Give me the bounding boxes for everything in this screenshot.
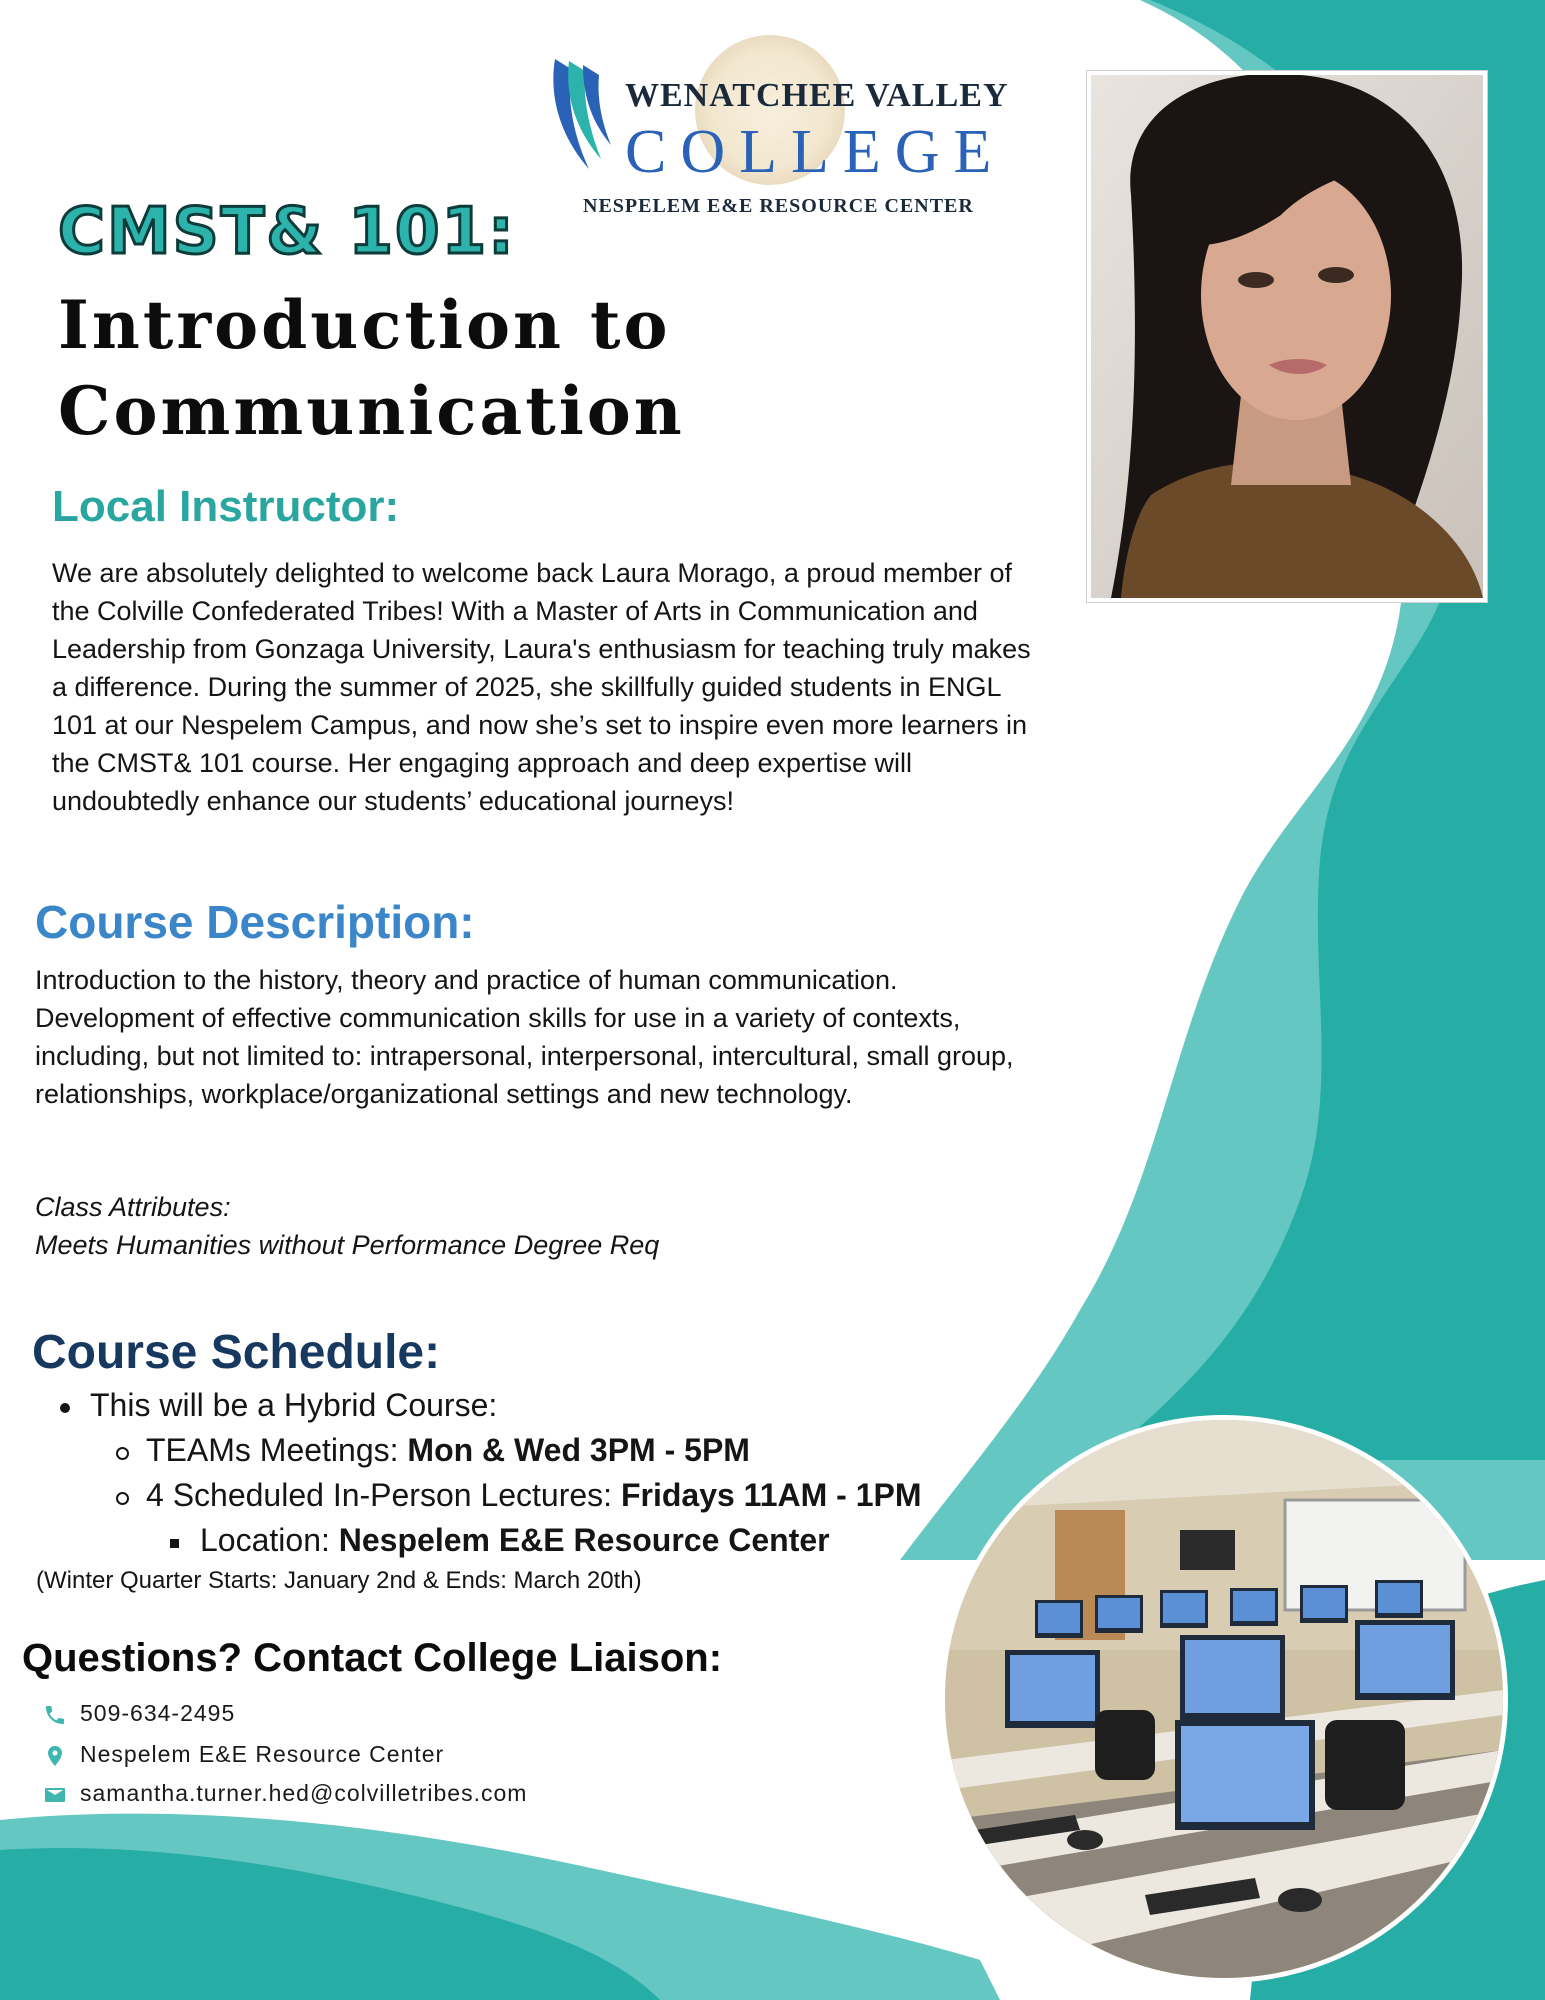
location-label: Location: [200,1522,339,1558]
description-heading: Course Description: [35,896,475,948]
mail-icon [42,1783,68,1807]
schedule-item-hybrid: This will be a Hybrid Course: [90,1387,498,1423]
schedule-item-teams [146,1432,750,1469]
lectures-time: Fridays 11AM - 1PM [620,1477,922,1513]
attributes-label: Class Attributes: [35,1192,231,1222]
schedule-heading: Course Schedule: [32,1326,441,1379]
logo-text-center: NESPELEM E&E RESOURCE CENTER [583,195,974,217]
quarter-dates: (Winter Quarter Starts: January 2nd & Ends: March 20th) [36,1567,642,1594]
bullet-disc-icon [60,1403,70,1413]
email-address: samantha.turner.hed@colvilletribes.com [80,1780,528,1806]
phone-icon [42,1703,68,1727]
contact-heading: Questions? Contact College Liaison: [22,1636,723,1680]
instructor-bio: We are absolutely delighted to welcome back Laura Morago, a proud member of the Colville Confederated Tribes! With a Master of Arts in Communication and Leadership from Gonzaga University, Laura's enthusiasm for teaching truly makes a difference. During the summer of 2025, she skillfully guided students in ENGL 101 at our Nespelem Campus, and now she’s set to inspire even more learners in the CMST& 101 course. Her engaging approach and deep expertise will undoubtedly enhance our students’ educational journeys! [52,558,1031,816]
course-title-line1: Introduction to [58,286,671,364]
feather-logo-icon [545,55,625,175]
location-text: Nespelem E&E Resource Center [80,1741,445,1767]
location-value: Nespelem E&E Resource Center [338,1522,830,1558]
instructor-heading: Local Instructor: [52,482,400,531]
schedule-item-location [200,1522,830,1559]
course-code: CMST& 101: [58,195,516,269]
teams-label: TEAMs Meetings: [146,1432,408,1468]
classroom-photo [940,1415,1508,1983]
logo-text-college: COLLEGE [625,118,1006,186]
class-attributes [35,1188,659,1264]
teams-time: Mon & Wed 3PM - 5PM [407,1432,750,1468]
schedule-item-lectures [146,1477,922,1514]
logo-text-top: WENATCHEE VALLEY [625,77,1009,114]
description-body: Introduction to the history, theory and practice of human communication. Development of effective communication skills for use in a variety of contexts, including, but not limited to: intrapersonal, interpersonal, intercultural, small group, relationships, workplace/organizational settings and new technology. [35,965,1014,1109]
course-title [58,282,758,454]
location-pin-icon [42,1744,68,1768]
bullet-square-icon [170,1539,179,1548]
course-title-line2: Communication [58,372,685,450]
attributes-value: Meets Humanities without Performance Degree Req [35,1230,660,1260]
bullet-circle-icon [116,1492,129,1505]
lectures-label: 4 Scheduled In-Person Lectures: [146,1477,621,1513]
college-logo [545,55,1009,225]
bullet-circle-icon [116,1447,129,1460]
phone-number: 509-634-2495 [80,1700,236,1726]
instructor-photo [1087,71,1487,602]
